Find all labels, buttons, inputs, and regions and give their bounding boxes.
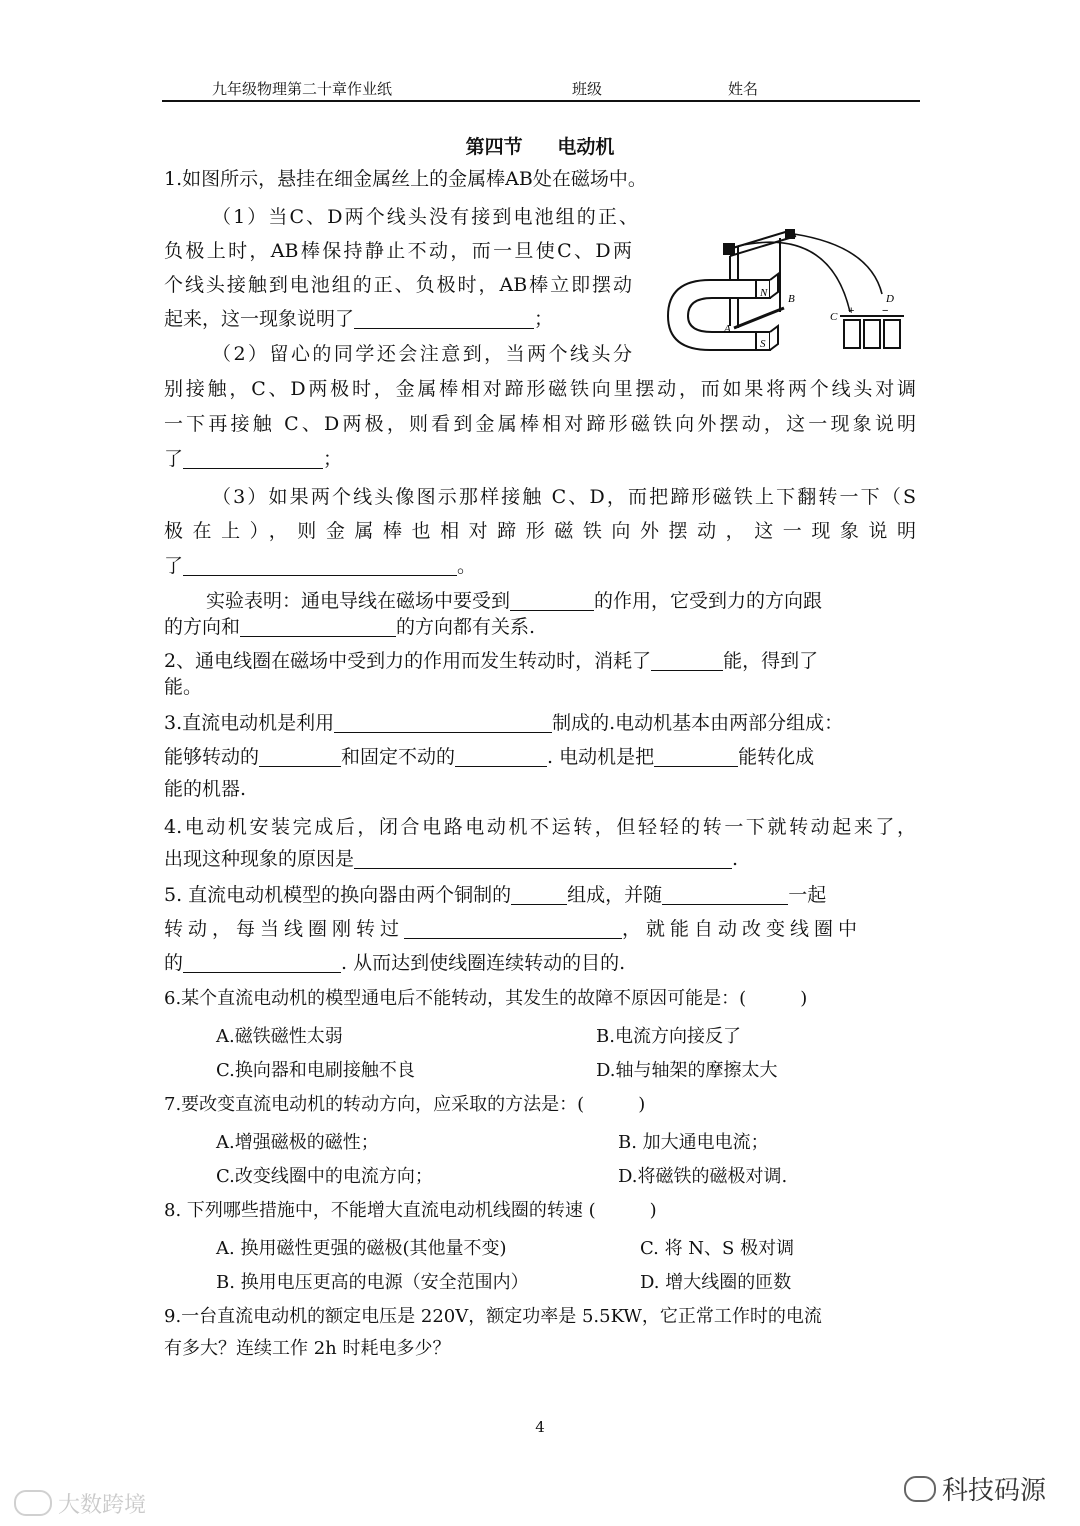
section-number: 第四节 — [465, 136, 523, 158]
q1-conc-text: 的方向和 — [164, 616, 241, 638]
q1-p3-line3 — [164, 553, 476, 579]
q7-option-c[interactable]: C.改变线圈中的电流方向； — [216, 1166, 433, 1187]
q1-conc-text: 的方向都有关系. — [396, 616, 536, 638]
label-b: B — [788, 293, 795, 305]
q9-line2: 有多大？连续工作 2h 时耗电多少？ — [164, 1338, 451, 1359]
q1-p1-line2: 负极上时，AB棒保持静止不动，而一旦使C、D两 — [164, 240, 632, 262]
q5-text: ，就能自动改变线圈中 — [622, 918, 863, 940]
answer-blank[interactable] — [662, 884, 788, 905]
q3-line3: 能的机器. — [164, 778, 247, 800]
q1-p2-line1: （2）留心的同学还会注意到，当两个线头分 — [212, 343, 632, 365]
q9-line1: 9.一台直流电动机的额定电压是 220V，额定功率是 5.5KW，它正常工作时的电流 — [164, 1306, 822, 1327]
q3-text: 能转化成 — [738, 746, 815, 768]
q8-option-b[interactable]: B. 换用电压更高的电源（安全范围内） — [216, 1272, 529, 1293]
q1-intro: 1.如图所示，悬挂在细金属丝上的金属棒AB处在磁场中。 — [164, 168, 647, 190]
q1-p1-text: 起来，这一现象说明了 — [164, 308, 355, 330]
wire-d — [794, 234, 882, 294]
wechat-icon — [904, 1476, 936, 1502]
label-plus: + — [848, 305, 855, 317]
q8-option-a[interactable]: A. 换用磁性更强的磁极(其他量不变) — [216, 1238, 507, 1259]
q1-p2-text: 了 — [164, 448, 184, 470]
label-n: N — [760, 287, 768, 299]
q3-line2 — [164, 744, 814, 770]
label-c: C — [830, 311, 838, 323]
q2-text: 能，得到了 — [723, 650, 819, 672]
section-title — [0, 132, 1080, 159]
q6-option-b[interactable]: B.电流方向接反了 — [596, 1026, 741, 1047]
q6-option-d[interactable]: D.轴与轴架的摩擦太大 — [596, 1060, 778, 1081]
answer-blank[interactable] — [183, 448, 323, 469]
q1-p3-text: 了 — [164, 555, 184, 577]
label-s: S — [760, 338, 766, 350]
q1-p2-line4 — [164, 446, 342, 472]
q7-stem: 7.要改变直流电动机的转动方向，应采取的方法是：( ) — [164, 1094, 646, 1115]
q5-line1 — [164, 882, 826, 908]
q5-text: 组成，并随 — [567, 884, 663, 906]
q3-text: 和固定不动的 — [341, 746, 456, 768]
watermark-left — [14, 1488, 146, 1519]
q3-line1 — [164, 710, 843, 736]
q8-stem: 8. 下列哪些措施中，不能增大直流电动机线圈的转速 ( ) — [164, 1200, 657, 1221]
watermark-right-text: 科技码源 — [942, 1476, 1047, 1506]
answer-blank[interactable] — [404, 918, 622, 939]
answer-blank[interactable] — [259, 746, 341, 767]
magnet-circuit-figure — [660, 216, 920, 366]
punct: ； — [534, 308, 554, 330]
q1-conclusion-line2 — [164, 614, 535, 640]
q4-line2 — [164, 846, 738, 872]
q1-p1-line3: 个线头接触到电池组的正、负极时，AB棒立即摆动 — [164, 274, 632, 296]
q4-line1: 4.电动机安装完成后，闭合电路电动机不运转，但轻轻的转一下就转动起来了， — [164, 816, 916, 838]
page-number: 4 — [535, 1418, 545, 1436]
answer-blank[interactable] — [183, 952, 341, 973]
watermark-logo-icon — [14, 1490, 52, 1516]
q5-text: . 从而达到使线圈连续转动的目的. — [341, 952, 626, 974]
answer-blank[interactable] — [651, 650, 723, 671]
watermark-left-text: 大数跨境 — [58, 1493, 147, 1518]
q3-text: 能够转动的 — [164, 746, 260, 768]
q8-option-d[interactable]: D. 增大线圈的匝数 — [640, 1272, 792, 1293]
answer-blank[interactable] — [334, 712, 552, 733]
q7-option-a[interactable]: A.增强磁极的磁性； — [216, 1132, 379, 1153]
q8-option-c[interactable]: C. 将 N、S 极对调 — [640, 1238, 795, 1259]
q7-option-d[interactable]: D.将磁铁的磁极对调. — [618, 1166, 788, 1187]
answer-blank[interactable] — [511, 884, 567, 905]
header-class-label: 班级 — [572, 80, 603, 98]
watermark-right — [904, 1470, 1046, 1507]
q6-option-c[interactable]: C.换向器和电刷接触不良 — [216, 1060, 415, 1081]
q5-line3 — [164, 950, 625, 976]
q2-line1 — [164, 648, 818, 674]
q1-conc-text: 实验表明：通电导线在磁场中要受到 — [206, 590, 511, 612]
answer-blank[interactable] — [654, 746, 738, 767]
q5-text: 的 — [164, 952, 184, 974]
q3-text: 3.直流电动机是利用 — [164, 712, 335, 734]
answer-blank[interactable] — [240, 616, 396, 637]
page-header — [162, 76, 920, 102]
punct: ； — [323, 448, 343, 470]
q2-text: 2、通电线圈在磁场中受到力的作用而发生转动时，消耗了 — [164, 650, 652, 672]
q2-line2: 能。 — [164, 676, 203, 698]
battery — [840, 316, 904, 348]
q1-p3-line2: 极在上），则金属棒也相对蹄形磁铁向外摆动，这一现象说明 — [164, 520, 916, 542]
punct: 。 — [457, 555, 477, 577]
label-minus: − — [882, 305, 889, 317]
q6-stem: 6.某个直流电动机的模型通电后不能转动，其发生的故障不原因可能是：( ) — [164, 988, 808, 1009]
label-a: A — [724, 323, 731, 335]
metal-rod-ab — [734, 308, 784, 328]
answer-blank[interactable] — [354, 308, 534, 329]
header-name-label: 姓名 — [728, 80, 759, 98]
q1-conclusion-line1 — [206, 588, 822, 614]
q3-text: 制成的.电动机基本由两部分组成： — [552, 712, 844, 734]
answer-blank[interactable] — [455, 746, 547, 767]
answer-blank[interactable] — [510, 590, 594, 611]
answer-blank[interactable] — [183, 555, 457, 576]
punct: . — [732, 848, 739, 870]
q1-p1-line4 — [164, 306, 553, 332]
q5-line2 — [164, 916, 862, 942]
q1-p2-line2: 别接触，C、D两极时，金属棒相对蹄形磁铁向里摆动，而如果将两个线头对调 — [164, 378, 916, 400]
q1-p2-line3: 一下再接触 C、D两极，则看到金属棒相对蹄形磁铁向外摆动，这一现象说明 — [164, 413, 916, 435]
q1-conc-text: 的作用，它受到力的方向跟 — [594, 590, 823, 612]
answer-blank[interactable] — [354, 848, 732, 869]
q3-text: . 电动机是把 — [547, 746, 655, 768]
q4-text: 出现这种现象的原因是 — [164, 848, 355, 870]
header-title: 九年级物理第二十章作业纸 — [212, 80, 393, 98]
q6-option-a[interactable]: A.磁铁磁性太弱 — [216, 1026, 343, 1047]
q1-p3-line1: （3）如果两个线头像图示那样接触 C、D，而把蹄形磁铁上下翻转一下（S — [212, 486, 916, 508]
q5-text: 一起 — [788, 884, 827, 906]
q5-text: 5. 直流电动机模型的换向器由两个铜制的 — [164, 884, 512, 906]
label-d: D — [886, 293, 894, 305]
q7-option-b[interactable]: B. 加大通电电流； — [618, 1132, 769, 1153]
q5-text: 转动，每当线圈刚转过 — [164, 918, 405, 940]
section-name: 电动机 — [557, 136, 615, 158]
q1-p1-line1: （1）当C、D两个线头没有接到电池组的正、 — [212, 206, 638, 228]
